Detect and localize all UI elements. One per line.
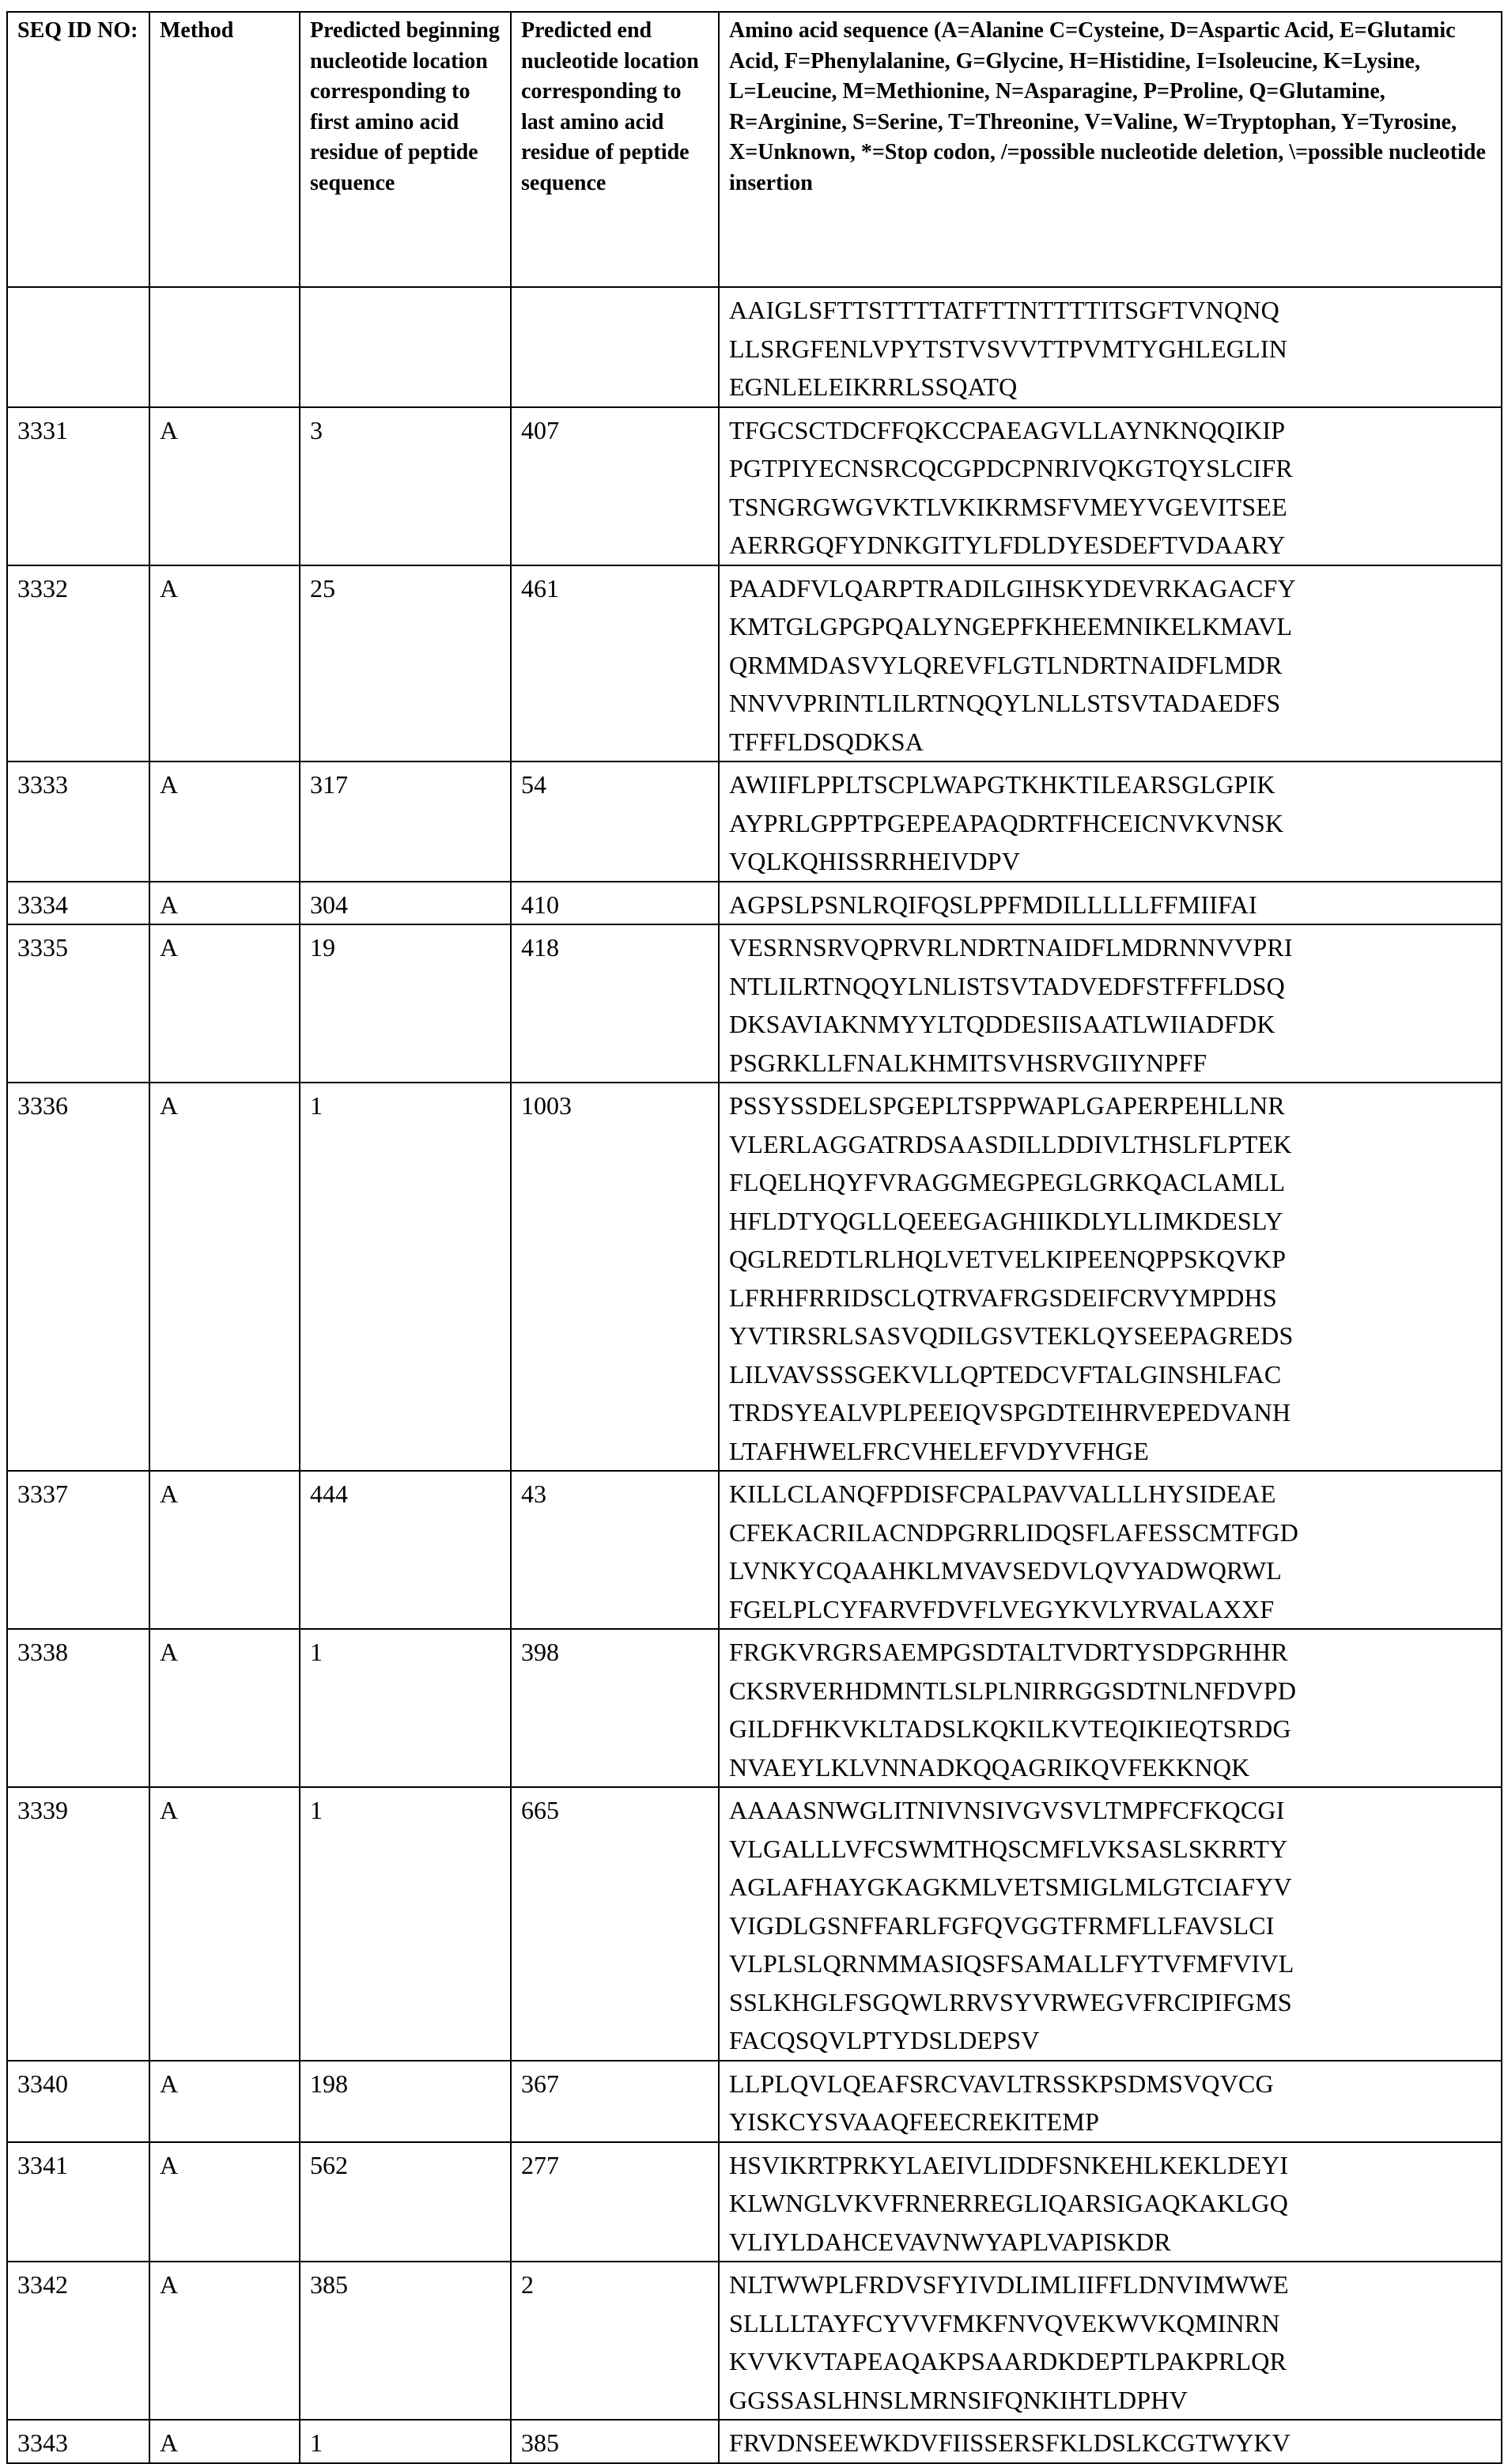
sequence-line: GILDFHKVKLTADSLKQKILKVTEQIKIEQTSRDG [729,1714,1291,1743]
sequence-line: NNVVPRINTLILRTNQQYLNLLSTSVTADAEDFS [729,689,1281,717]
sequence-line: KLWNGLVKVFRNERREGLIQARSIGAQKAKLGQ [729,2189,1289,2217]
table-row [7,1787,1502,2061]
method-cell: A [149,1629,300,1787]
amino-acid-sequence-cell [719,1629,1502,1787]
begin-location-cell: 444 [300,1471,511,1629]
method-cell: A [149,565,300,762]
sequence-line: KMTGLGPGPQALYNGEPFKHEEMNIKELKMAVL [729,612,1293,641]
seq-id-cell: 3342 [7,2262,149,2420]
amino-acid-sequence-cell [719,924,1502,1083]
sequence-line: VLPLSLQRNMMASIQSFSAMALLFYTVFMFVIVL [729,1949,1294,1978]
table-body [7,287,1502,2463]
end-location-cell: 54 [511,761,719,882]
begin-location-cell: 1 [300,1787,511,2061]
seq-id-cell: 3338 [7,1629,149,1787]
sequence-line: KILLCLANQFPDISFCPALPAVVALLLHYSIDEAE [729,1480,1276,1508]
amino-acid-sequence-cell [719,882,1502,925]
end-location-cell: 2 [511,2262,719,2420]
seq-id-cell [7,287,149,407]
sequence-line: FRGKVRGRSAEMPGSDTALTVDRTYSDPGRHHR [729,1638,1288,1666]
sequence-line: VQLKQHISSRRHEIVDPV [729,847,1021,875]
amino-acid-sequence-cell [719,2142,1502,2262]
method-cell: A [149,2262,300,2420]
method-cell: A [149,407,300,565]
sequence-line: PGTPIYECNSRCQCGPDCPNRIVQKGTQYSLCIFR [729,454,1293,482]
method-cell: A [149,761,300,882]
sequence-line: VIGDLGSNFFARLFGFQVGGTFRMFLLFAVSLCI [729,1910,1275,1940]
method-cell: A [149,924,300,1083]
sequence-line: TSNGRGWGVKTLVKIKRMSFVMEYVGEVITSEE [729,492,1287,521]
sequence-line: LFRHFRRIDSCLQTRVAFRGSDEIFCRVYMPDHS [729,1283,1277,1312]
sequence-line: AGPSLPSNLRQIFQSLPPFMDILLLLLFFMIIFAI [729,890,1257,919]
end-location-cell: 418 [511,924,719,1083]
begin-location-cell [300,287,511,407]
sequence-line: VLERLAGGATRDSAASDILLDDIVLTHSLFLPTEK [729,1129,1292,1158]
sequence-line: AGLAFHAYGKAGKMLVETSMIGLMLGTCIAFYV [729,1873,1292,1901]
sequence-line: NVAEYLKLVNNADKQQAGRIKQVFEKKNQK [729,1752,1250,1782]
sequence-line: CFEKACRILACNDPGRRLIDQSFLAFESSCMTFGD [729,1517,1299,1547]
sequence-line: LILVAVSSSGEKVLLQPTEDCVFTALGINSHLFAC [729,1359,1282,1389]
method-cell: A [149,2420,300,2463]
method-cell: A [149,1471,300,1629]
table-row [7,2061,1502,2142]
header-seq-id: SEQ ID NO: [7,12,149,287]
table-row [7,761,1502,882]
sequence-line: FRVDNSEEWKDVFIISSERSFKLDSLKCGTWYKV [729,2428,1291,2457]
sequence-line: NTLILRTNQQYLNLISTSVTADVEDFSTFFFLDSQ [729,971,1285,1000]
seq-id-cell: 3337 [7,1471,149,1629]
end-location-cell: 398 [511,1629,719,1787]
seq-id-cell: 3331 [7,407,149,565]
sequence-line: NLTWWPLFRDVSFYIVDLIMLIIFFLDNVIMWWE [729,2270,1289,2299]
seq-id-cell: 3340 [7,2061,149,2142]
table-row [7,1471,1502,1629]
amino-acid-sequence-cell [719,1083,1502,1471]
sequence-line: LLPLQVLQEAFSRCVAVLTRSSKPSDMSVQVCG [729,2069,1274,2098]
sequence-line: VLIYLDAHCEVAVNWYAPLVAPISKDR [729,2227,1171,2256]
sequence-line: HFLDTYQGLLQEEEGAGHIIKDLYLLIMKDESLY [729,1206,1283,1235]
begin-location-cell: 1 [300,1083,511,1471]
method-cell: A [149,1787,300,2061]
table-row [7,287,1502,407]
sequence-line: HSVIKRTPRKYLAEIVLIDDFSNKEHLKEKLDEYI [729,2150,1289,2179]
begin-location-cell: 25 [300,565,511,762]
begin-location-cell: 1 [300,1629,511,1787]
amino-acid-sequence-cell [719,2262,1502,2420]
begin-location-cell: 385 [300,2262,511,2420]
seq-id-cell: 3332 [7,565,149,762]
header-begin-location: Predicted beginning nucleotide location corresponding to first amino acid residue of peptide sequence [300,12,511,287]
sequence-line: PSGRKLLFNALKHMITSVHSRVGIIYNPFF [729,1048,1207,1077]
amino-acid-sequence-cell [719,1471,1502,1629]
header-method: Method [149,12,300,287]
end-location-cell: 277 [511,2142,719,2262]
sequence-line: TRDSYEALVPLPEEIQVSPGDTEIHRVEPEDVANH [729,1398,1291,1427]
table-row [7,565,1502,762]
end-location-cell: 665 [511,1787,719,2061]
sequence-line: FACQSQVLPTYDSLDEPSV [729,2026,1040,2054]
begin-location-cell: 3 [300,407,511,565]
amino-acid-sequence-cell [719,761,1502,882]
sequence-line: VLGALLLVFCSWMTHQSCMFLVKSASLSKRRTY [729,1834,1288,1863]
sequence-line: VESRNSRVQPRVRLNDRTNAIDFLMDRNNVVPRI [729,933,1293,962]
sequence-line: EGNLELEIKRRLSSQATQ [729,372,1018,401]
begin-location-cell: 562 [300,2142,511,2262]
sequence-line: AAAASNWGLITNIVNSIVGVSVLTMPFCFKQCGI [729,1796,1285,1824]
sequence-line: AWIIFLPPLTSCPLWAPGTKHKTILEARSGLGPIK [729,770,1275,799]
begin-location-cell: 198 [300,2061,511,2142]
sequence-line: FLQELHQYFVRAGGMEGPEGLGRKQACLAMLL [729,1168,1286,1196]
sequence-line: AAIGLSFTTSTTTTATFTTNTTTTITSGFTVNQNQ [729,296,1279,324]
table-row [7,2262,1502,2420]
begin-location-cell: 317 [300,761,511,882]
table-row [7,407,1502,565]
seq-id-cell: 3336 [7,1083,149,1471]
method-cell: A [149,882,300,925]
end-location-cell: 407 [511,407,719,565]
sequence-line: LTAFHWELFRCVHELEFVDYVFHGE [729,1436,1150,1465]
amino-acid-sequence-cell [719,1787,1502,2061]
sequence-line: GGSSASLHNSLMRNSIFQNKIHTLDPHV [729,2385,1188,2414]
header-row [7,12,1502,287]
sequence-line: LLSRGFENLVPYTSTVSVVTTPVMTYGHLEGLIN [729,334,1288,363]
header-amino-acid-sequence: Amino acid sequence (A=Alanine C=Cysteine, D=Aspartic Acid, E=Glutamic Acid, F=Phenylalanine, G=Glycine, H=Histidine, I=Isoleucine, K=Lysine, L=Leucine, M=Methionine, N=Asparagine, P=Proline, Q=Glutamine, R=Arginine, S=Serine, T=Threonine, V=Valine, W=Tryptophan, Y=Tyrosine, X=Unknown, *=Stop codon, /=possible nucleotide deletion, \=possible nucleotide insertion [719,12,1502,287]
table-row [7,2142,1502,2262]
sequence-line: PAADFVLQARPTRADILGIHSKYDEVRKAGACFY [729,573,1296,603]
method-cell [149,287,300,407]
sequence-line: QRMMDASVYLQREVFLGTLNDRTNAIDFLMDR [729,650,1283,679]
seq-id-cell: 3341 [7,2142,149,2262]
sequence-line: QGLREDTLRLHQLVETVELKIPEENQPPSKQVKP [729,1245,1287,1273]
sequence-line: YVTIRSRLSASVQDILGSVTEKLQYSEEPAGREDS [729,1321,1294,1350]
header-end-location: Predicted end nucleotide location corresponding to last amino acid residue of peptide sequence [511,12,719,287]
seq-id-cell: 3339 [7,1787,149,2061]
sequence-line: KVVKVTAPEAQAKPSAARDKDEPTLPAKPRLQR [729,2347,1287,2375]
begin-location-cell: 304 [300,882,511,925]
seq-id-cell: 3333 [7,761,149,882]
sequence-line: PSSYSSDELSPGEPLTSPPWAPLGAPERPEHLLNR [729,1091,1285,1120]
sequence-line: CKSRVERHDMNTLSLPLNIRRGGSDTNLNFDVPD [729,1676,1297,1705]
table-row [7,2420,1502,2463]
amino-acid-sequence-cell [719,565,1502,762]
end-location-cell [511,287,719,407]
method-cell: A [149,1083,300,1471]
amino-acid-sequence-cell [719,287,1502,407]
sequence-table [6,11,1502,2464]
sequence-line: TFFFLDSQDKSA [729,727,924,756]
sequence-line: AYPRLGPPTPGEPEAPAQDRTFHCEICNVKVNSK [729,808,1284,837]
table-row [7,1083,1502,1471]
seq-id-cell: 3334 [7,882,149,925]
end-location-cell: 1003 [511,1083,719,1471]
sequence-line: AERRGQFYDNKGITYLFDLDYESDEFTVDAARY [729,531,1286,559]
amino-acid-sequence-cell [719,2420,1502,2463]
sequence-line: SSLKHGLFSGQWLRRVSYVRWEGVFRCIPIFGMS [729,1987,1292,2016]
table-row [7,924,1502,1083]
amino-acid-sequence-cell [719,2061,1502,2142]
sequence-line: DKSAVIAKNMYYLTQDDESIISAATLWIIADFDK [729,1010,1275,1038]
begin-location-cell: 19 [300,924,511,1083]
amino-acid-sequence-cell [719,407,1502,565]
sequence-line: SLLLLTAYFCYVVFMKFNVQVEKWVKQMINRN [729,2308,1280,2337]
seq-id-cell: 3343 [7,2420,149,2463]
end-location-cell: 385 [511,2420,719,2463]
method-cell: A [149,2061,300,2142]
end-location-cell: 367 [511,2061,719,2142]
seq-id-cell: 3335 [7,924,149,1083]
method-cell: A [149,2142,300,2262]
sequence-line: LVNKYCQAAHKLMVAVSEDVLQVYADWQRWL [729,1556,1282,1585]
sequence-line: TFGCSCTDCFFQKCCPAEAGVLLAYNKNQQIKIP [729,415,1286,444]
sequence-line: FGELPLCYFARVFDVFLVEGYKVLYRVALAXXF [729,1594,1275,1623]
end-location-cell: 43 [511,1471,719,1629]
end-location-cell: 461 [511,565,719,762]
table-row [7,1629,1502,1787]
end-location-cell: 410 [511,882,719,925]
sequence-line: YISKCYSVAAQFEECREKITEMP [729,2107,1100,2136]
begin-location-cell: 1 [300,2420,511,2463]
table-row [7,882,1502,925]
